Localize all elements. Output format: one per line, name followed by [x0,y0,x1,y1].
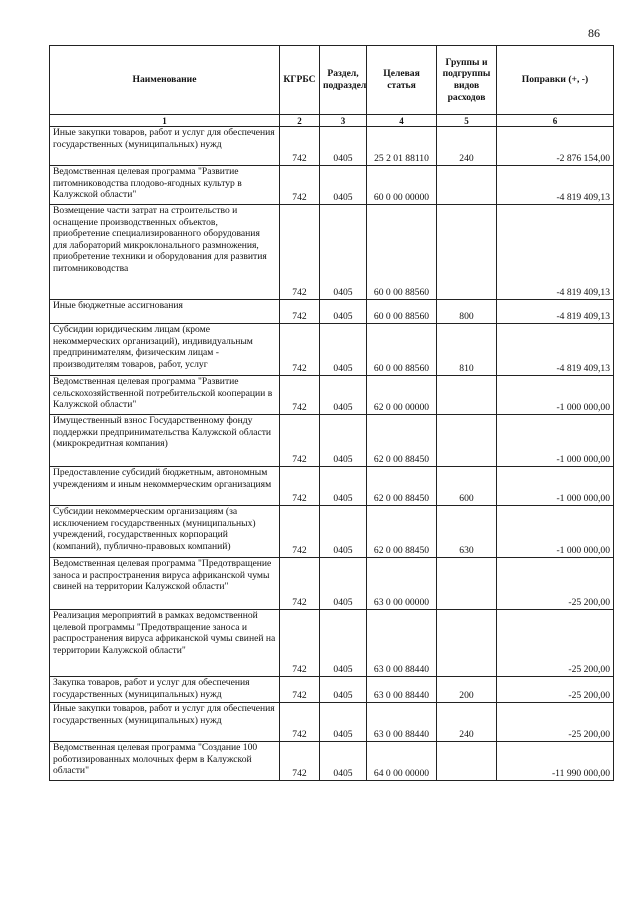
row-target: 25 2 01 88110 [367,127,437,166]
row-name: Закупка товаров, работ и услуг для обеспечения государственных (муниципальных) нужд [50,677,280,703]
row-kgrbs: 742 [280,127,320,166]
row-kgrbs: 742 [280,742,320,781]
row-name: Ведомственная целевая программа "Создание 100 роботизированных молочных ферм в Калужской области" [50,742,280,781]
row-amount: -4 819 409,13 [497,205,614,300]
row-section: 0405 [320,703,367,742]
row-group [437,610,497,677]
row-kgrbs: 742 [280,467,320,506]
row-group: 240 [437,127,497,166]
row-target: 62 0 00 00000 [367,376,437,415]
row-kgrbs: 742 [280,506,320,558]
header-target: Целевая статья [367,46,437,115]
row-target: 60 0 00 88560 [367,300,437,324]
row-name: Субсидии некоммерческим организациям (за исключением государственных (муниципальных) учреждений, государственных корпораций (компаний), публично-правовых компаний) [50,506,280,558]
row-target: 63 0 00 00000 [367,558,437,610]
row-section: 0405 [320,205,367,300]
table-row [50,415,614,467]
row-group: 800 [437,300,497,324]
row-name: Предоставление субсидий бюджетным, автономным учреждениям и иным некоммерческим организациям [50,467,280,506]
row-section: 0405 [320,677,367,703]
row-amount: -4 819 409,13 [497,166,614,205]
column-number: 3 [320,115,367,127]
row-target: 60 0 00 88560 [367,324,437,376]
column-number: 4 [367,115,437,127]
row-kgrbs: 742 [280,376,320,415]
row-group: 240 [437,703,497,742]
row-kgrbs: 742 [280,677,320,703]
row-name: Иные закупки товаров, работ и услуг для обеспечения государственных (муниципальных) нужд [50,127,280,166]
row-kgrbs: 742 [280,558,320,610]
row-target: 60 0 00 00000 [367,166,437,205]
row-target: 62 0 00 88450 [367,415,437,467]
row-kgrbs: 742 [280,166,320,205]
column-number: 6 [497,115,614,127]
table-row [50,205,614,300]
row-section: 0405 [320,610,367,677]
budget-amendments-table [49,45,614,781]
row-amount: -11 990 000,00 [497,742,614,781]
table-row [50,610,614,677]
row-name: Ведомственная целевая программа "Предотвращение заноса и распространения вируса африканской чумы свиней на территории Калужской области" [50,558,280,610]
table-row [50,703,614,742]
row-name: Имущественный взнос Государственному фонду поддержки предпринимательства Калужской области (микрокредитная компания) [50,415,280,467]
row-amount: -4 819 409,13 [497,300,614,324]
row-section: 0405 [320,415,367,467]
row-amount: -4 819 409,13 [497,324,614,376]
row-kgrbs: 742 [280,415,320,467]
row-amount: -25 200,00 [497,558,614,610]
row-section: 0405 [320,742,367,781]
row-target: 62 0 00 88450 [367,506,437,558]
row-kgrbs: 742 [280,703,320,742]
table-row [50,506,614,558]
column-number: 1 [50,115,280,127]
row-name: Субсидии юридическим лицам (кроме некоммерческих организаций), индивидуальным предпринимателям, физическим лицам - производителям товаров, работ, услуг [50,324,280,376]
row-kgrbs: 742 [280,205,320,300]
row-target: 62 0 00 88450 [367,467,437,506]
row-section: 0405 [320,506,367,558]
page-number: 86 [588,26,600,40]
column-number: 5 [437,115,497,127]
table-row [50,467,614,506]
header-section: Раздел, подраздел [320,46,367,115]
column-number: 2 [280,115,320,127]
table-row [50,742,614,781]
row-group [437,558,497,610]
row-section: 0405 [320,127,367,166]
row-section: 0405 [320,467,367,506]
table-row [50,324,614,376]
row-amount: -1 000 000,00 [497,467,614,506]
row-target: 63 0 00 88440 [367,703,437,742]
row-target: 60 0 00 88560 [367,205,437,300]
table-row [50,127,614,166]
table-row [50,376,614,415]
row-section: 0405 [320,324,367,376]
row-target: 64 0 00 00000 [367,742,437,781]
row-group: 630 [437,506,497,558]
row-group [437,742,497,781]
row-name: Ведомственная целевая программа "Развитие питомниководства плодово-ягодных культур в Калужской области" [50,166,280,205]
row-target: 63 0 00 88440 [367,610,437,677]
row-amount: -1 000 000,00 [497,376,614,415]
row-group: 810 [437,324,497,376]
row-section: 0405 [320,376,367,415]
header-name: Наименование [50,46,280,115]
row-kgrbs: 742 [280,324,320,376]
row-amount: -1 000 000,00 [497,506,614,558]
row-target: 63 0 00 88440 [367,677,437,703]
row-kgrbs: 742 [280,610,320,677]
row-name: Иные бюджетные ассигнования [50,300,280,324]
row-kgrbs: 742 [280,300,320,324]
row-group: 200 [437,677,497,703]
row-section: 0405 [320,300,367,324]
row-amount: -2 876 154,00 [497,127,614,166]
row-amount: -1 000 000,00 [497,415,614,467]
row-name: Реализация мероприятий в рамках ведомственной целевой программы "Предотвращение заноса и распространения вируса африканской чумы свиней на территории Калужской области" [50,610,280,677]
row-group: 600 [437,467,497,506]
row-name: Иные закупки товаров, работ и услуг для обеспечения государственных (муниципальных) нужд [50,703,280,742]
row-name: Ведомственная целевая программа "Развитие сельскохозяйственной потребительской кооперации в Калужской области" [50,376,280,415]
header-kgrbs: КГРБС [280,46,320,115]
row-amount: -25 200,00 [497,610,614,677]
table-row [50,166,614,205]
row-amount: -25 200,00 [497,677,614,703]
row-name: Возмещение части затрат на строительство и оснащение производственных объектов, приобретение специализированного оборудования для лабораторий микроклонального размножения, приобретение техники и оборудования для развития питомниководства [50,205,280,300]
table-row [50,300,614,324]
table-row [50,558,614,610]
row-group [437,376,497,415]
row-group [437,166,497,205]
row-group [437,205,497,300]
table-row [50,677,614,703]
row-amount: -25 200,00 [497,703,614,742]
row-group [437,415,497,467]
row-section: 0405 [320,166,367,205]
header-groups: Группы и подгруппы видов расходов [437,46,497,115]
header-amendments: Поправки (+, -) [497,46,614,115]
row-section: 0405 [320,558,367,610]
